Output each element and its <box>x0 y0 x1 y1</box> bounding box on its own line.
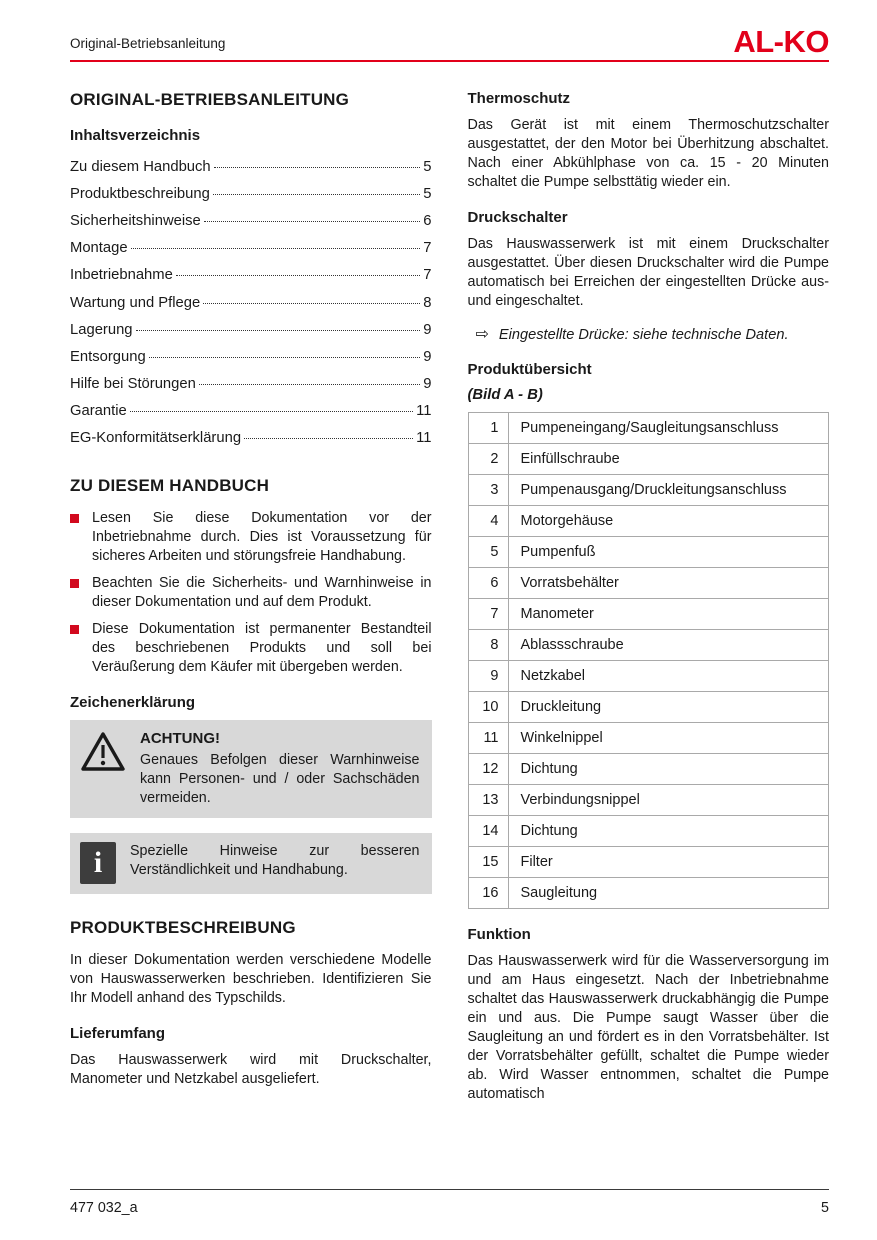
parts-row <box>468 599 829 630</box>
warning-box <box>70 720 432 818</box>
toc-entry-label: Inbetriebnahme <box>70 267 173 284</box>
toc-dot-leader <box>199 384 420 385</box>
bullet-square-icon <box>70 579 79 588</box>
part-number: 15 <box>468 847 508 878</box>
footer-page-number: 5 <box>821 1200 829 1216</box>
funktion-text: Das Hauswasserwerk wird für die Wasserversorgung im und am Haus eingesetzt. Nach der Inbetriebnahme schaltet das Hauswasserwerk druckabhängig die Pumpe ein und aus. Die Pumpe saugt Wasser über die Saugleitung an und fördert es in den Vorratsbehälter. Ist der Vorratsbehälter gefüllt, schaltet die Pumpe wieder ab. Wird Wasser entnommen, schaltet die Pumpe automatisch <box>467 953 829 1102</box>
bullet-square-icon <box>70 625 79 634</box>
bullet-text: Beachten Sie die Sicherheits- und Warnhinweise in dieser Dokumentation und auf dem Produkt. <box>92 575 432 611</box>
parts-row <box>468 878 829 909</box>
toc-entry <box>70 235 432 262</box>
part-number: 16 <box>468 878 508 909</box>
produktuebersicht-heading: Produktübersicht <box>467 361 592 378</box>
part-number: 2 <box>468 444 508 475</box>
toc-entry <box>70 343 432 370</box>
funktion-heading: Funktion <box>467 926 531 943</box>
druckschalter-heading: Druckschalter <box>467 209 568 226</box>
toc-dot-leader <box>136 330 421 331</box>
part-label: Einfüllschraube <box>508 444 829 475</box>
part-number: 10 <box>468 692 508 723</box>
warning-box-title: ACHTUNG! <box>140 730 220 748</box>
zeichenerklaerung-heading: Zeichenerklärung <box>70 694 196 712</box>
toc-dot-leader <box>213 194 420 195</box>
handbuch-bullet-list <box>70 509 432 677</box>
toc-entry <box>70 316 432 343</box>
parts-row <box>468 661 829 692</box>
part-number: 4 <box>468 506 508 537</box>
bullet-item <box>70 574 432 612</box>
page-footer <box>70 1189 829 1216</box>
info-box-text: Spezielle Hinweise zur besseren Verständlichkeit und Handhabung. <box>130 843 420 878</box>
part-label: Manometer <box>508 599 829 630</box>
toc-entry-label: Garantie <box>70 403 127 420</box>
section-heading-zu-diesem-handbuch: ZU DIESEM HANDBUCH <box>70 476 270 496</box>
parts-row <box>468 630 829 661</box>
arrow-right-icon: ⇨ <box>475 326 489 343</box>
toc-entry <box>70 289 432 316</box>
toc-entry-label: EG-Konformitätserklärung <box>70 430 242 447</box>
parts-row <box>468 444 829 475</box>
bullet-square-icon <box>70 514 79 523</box>
toc-entry <box>70 207 432 234</box>
toc-entry <box>70 180 432 207</box>
toc-entry-page: 7 <box>423 267 432 284</box>
toc-entry-page: 5 <box>423 185 432 202</box>
parts-row <box>468 816 829 847</box>
warning-triangle-icon <box>80 731 126 778</box>
parts-row <box>468 475 829 506</box>
left-column <box>70 90 432 1181</box>
toc-entry-label: Produktbeschreibung <box>70 185 210 202</box>
toc-entry-label: Sicherheitshinweise <box>70 212 201 229</box>
toc-entry-page: 7 <box>423 240 432 257</box>
part-label: Vorratsbehälter <box>508 568 829 599</box>
thermoschutz-text: Das Gerät ist mit einem Thermoschutzschalter ausgestattet, der den Motor bei Überhitzung abschaltet. Nach einer Abkühlphase von ca. 15 - 20 Minuten schaltet die Pumpe selbsttätig wieder ein. <box>467 117 829 190</box>
toc-dot-leader <box>149 357 421 358</box>
footer-doc-id: 477 032_a <box>70 1200 138 1216</box>
produktbeschreibung-text: In dieser Dokumentation werden verschiedene Modelle von Hauswasserwerken beschrieben. Identifizieren Sie Ihr Modell anhand des Typschilds. <box>70 952 432 1006</box>
toc-entry <box>70 371 432 398</box>
toc-entry-label: Montage <box>70 240 128 257</box>
toc-dot-leader <box>130 411 413 412</box>
toc-entry <box>70 153 432 180</box>
parts-row <box>468 754 829 785</box>
part-label: Pumpenfuß <box>508 537 829 568</box>
parts-row <box>468 537 829 568</box>
header-doc-type: Original-Betriebsanleitung <box>70 36 226 51</box>
toc-dot-leader <box>214 167 421 168</box>
part-label: Filter <box>508 847 829 878</box>
bullet-item <box>70 509 432 566</box>
page-header <box>70 26 829 57</box>
cross-reference-note <box>476 324 830 344</box>
toc-heading: Inhaltsverzeichnis <box>70 127 201 144</box>
part-number: 3 <box>468 475 508 506</box>
right-column <box>468 90 830 1181</box>
part-label: Ablassschraube <box>508 630 829 661</box>
content-columns <box>70 62 829 1181</box>
toc-dot-leader <box>204 221 420 222</box>
cross-reference-text: Eingestellte Drücke: siehe technische Daten. <box>498 327 789 343</box>
parts-table <box>468 412 830 909</box>
druckschalter-text: Das Hauswasserwerk ist mit einem Druckschalter ausgestattet. Über diesen Druckschalter wird die Pumpe automatisch bei Erreichen der eingestellten Drücke aus- und eingeschaltet. <box>467 236 829 309</box>
part-number: 9 <box>468 661 508 692</box>
parts-row <box>468 785 829 816</box>
part-label: Druckleitung <box>508 692 829 723</box>
part-number: 14 <box>468 816 508 847</box>
toc-entry-label: Lagerung <box>70 321 133 338</box>
part-label: Winkelnippel <box>508 723 829 754</box>
info-box <box>70 833 432 894</box>
part-number: 13 <box>468 785 508 816</box>
toc-entry-label: Zu diesem Handbuch <box>70 158 211 175</box>
part-number: 12 <box>468 754 508 785</box>
toc-dot-leader <box>203 303 420 304</box>
toc-entry-page: 9 <box>423 321 432 338</box>
part-number: 8 <box>468 630 508 661</box>
toc-dot-leader <box>244 438 413 439</box>
bullet-text: Lesen Sie diese Dokumentation vor der Inbetriebnahme durch. Dies ist Voraussetzung für sicheres Arbeiten und störungsfreie Handhabung. <box>92 510 432 565</box>
toc-dot-leader <box>131 248 421 249</box>
thermoschutz-heading: Thermoschutz <box>467 90 571 107</box>
part-label: Netzkabel <box>508 661 829 692</box>
toc-entry-label: Hilfe bei Störungen <box>70 376 196 393</box>
toc-entry <box>70 398 432 425</box>
part-label: Pumpeneingang/Saugleitungsanschluss <box>508 413 829 444</box>
toc-entry-page: 9 <box>423 376 432 393</box>
part-label: Dichtung <box>508 754 829 785</box>
part-label: Dichtung <box>508 816 829 847</box>
part-number: 5 <box>468 537 508 568</box>
bullet-text: Diese Dokumentation ist permanenter Bestandteil des beschriebenen Produkts und soll bei Veräußerung dem Käufer mit übergeben werden. <box>92 621 432 676</box>
toc-entry-label: Entsorgung <box>70 348 146 365</box>
toc-entry-page: 11 <box>416 403 432 420</box>
main-title: ORIGINAL-BETRIEBSANLEITUNG <box>70 90 350 109</box>
parts-row <box>468 692 829 723</box>
part-label: Verbindungsnippel <box>508 785 829 816</box>
table-of-contents <box>70 153 432 452</box>
toc-dot-leader <box>176 275 420 276</box>
bullet-item <box>70 620 432 677</box>
bild-reference: (Bild A - B) <box>467 387 543 403</box>
part-number: 6 <box>468 568 508 599</box>
alko-logo: AL-KO <box>733 24 829 59</box>
part-number: 11 <box>468 723 508 754</box>
part-number: 1 <box>468 413 508 444</box>
toc-entry-label: Wartung und Pflege <box>70 294 201 311</box>
part-label: Saugleitung <box>508 878 829 909</box>
parts-row <box>468 506 829 537</box>
part-label: Motorgehäuse <box>508 506 829 537</box>
parts-row <box>468 413 829 444</box>
parts-row <box>468 723 829 754</box>
toc-entry-page: 9 <box>423 348 432 365</box>
lieferumfang-text: Das Hauswasserwerk wird mit Druckschalter, Manometer und Netzkabel ausgeliefert. <box>70 1052 432 1087</box>
toc-entry-page: 8 <box>423 294 432 311</box>
parts-row <box>468 847 829 878</box>
parts-row <box>468 568 829 599</box>
toc-entry <box>70 425 432 452</box>
section-heading-produktbeschreibung: PRODUKTBESCHREIBUNG <box>70 918 296 937</box>
lieferumfang-heading: Lieferumfang <box>70 1025 166 1042</box>
part-label: Pumpenausgang/Druckleitungsanschluss <box>508 475 829 506</box>
toc-entry-page: 6 <box>423 212 432 229</box>
toc-entry <box>70 262 432 289</box>
part-number: 7 <box>468 599 508 630</box>
info-icon: i <box>80 842 116 884</box>
warning-box-body <box>140 729 420 808</box>
toc-entry-page: 5 <box>423 158 432 175</box>
toc-entry-page: 11 <box>416 430 432 447</box>
warning-box-text: Genaues Befolgen dieser Warnhinweise kann Personen- und / oder Sachschäden vermeiden. <box>140 752 420 806</box>
